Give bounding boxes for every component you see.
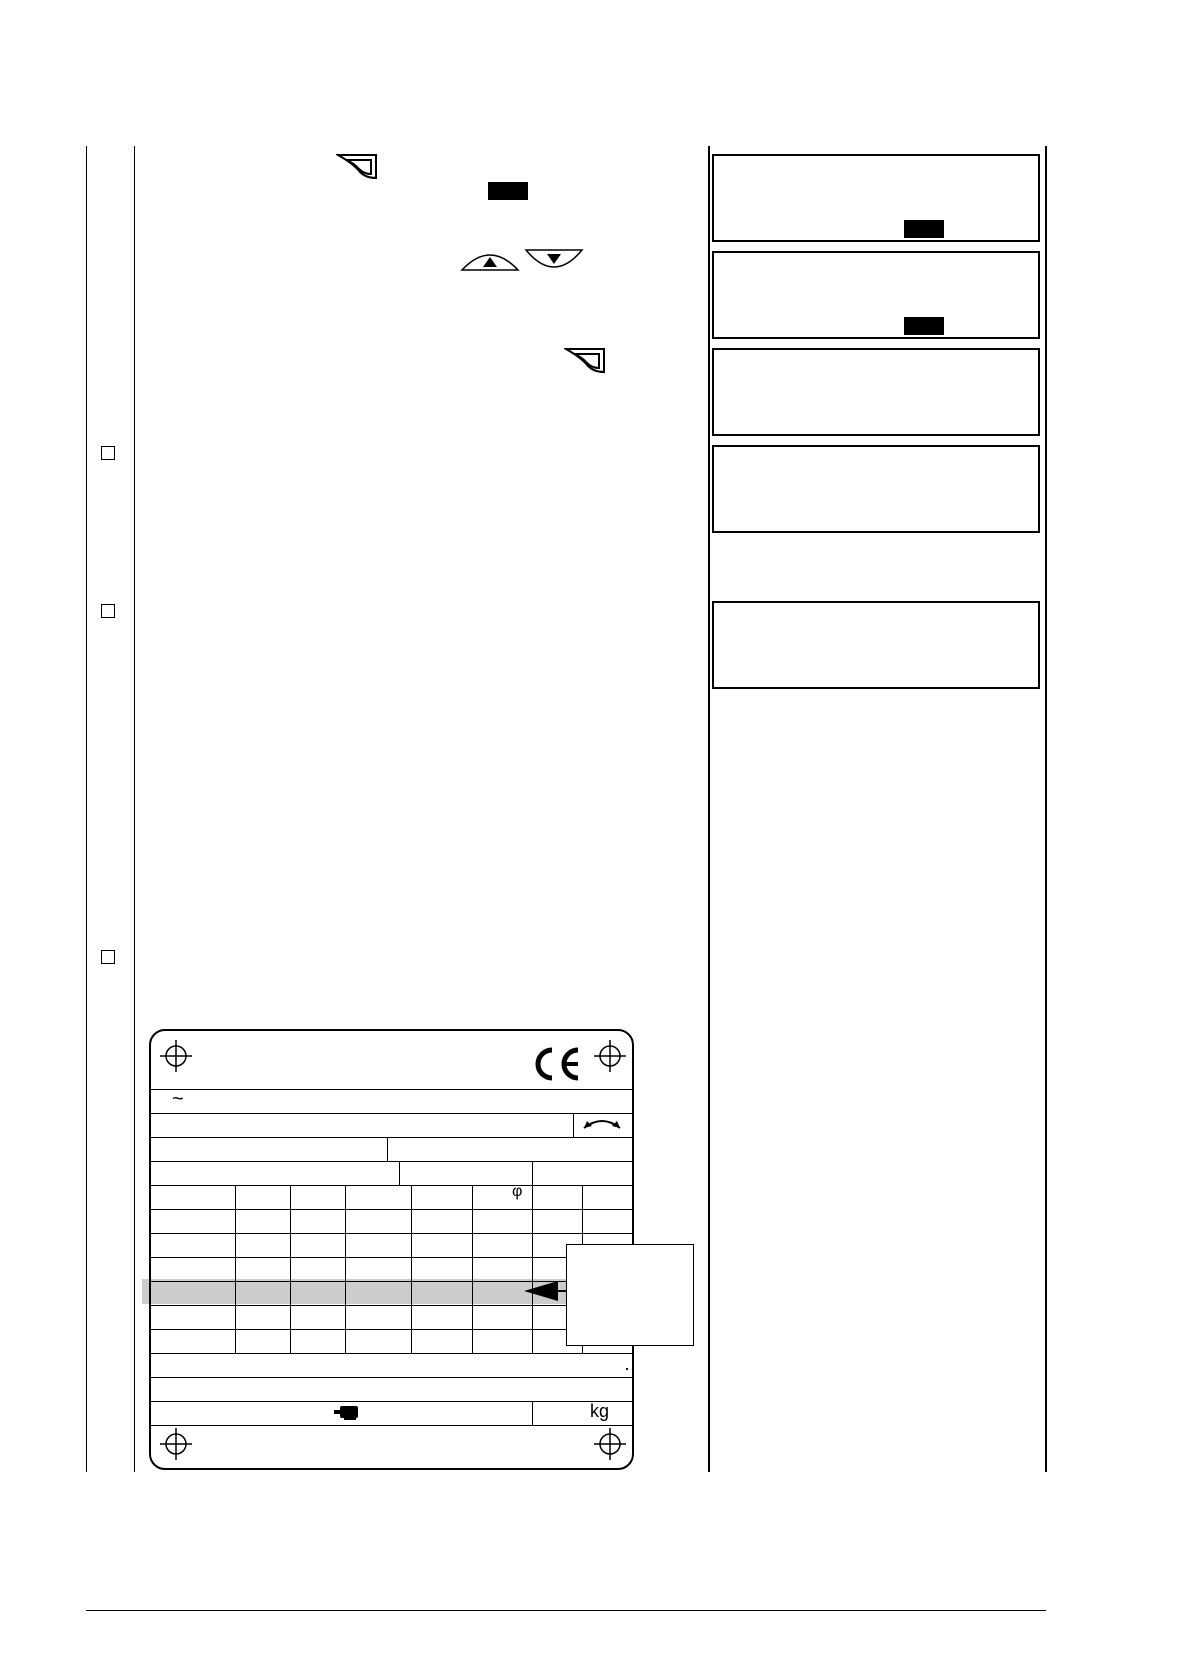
step-checkbox[interactable] xyxy=(101,604,115,618)
mounting-hole-icon xyxy=(158,1038,194,1074)
plate-column-divider xyxy=(532,1185,533,1353)
highlight-tag xyxy=(904,317,944,335)
plate-divider xyxy=(151,1353,632,1354)
plate-divider xyxy=(151,1329,632,1330)
plate-column-divider xyxy=(290,1185,291,1353)
plate-cell-divider xyxy=(532,1401,533,1425)
plate-mark xyxy=(626,1368,628,1370)
rotation-direction-icon xyxy=(580,1114,624,1134)
plate-divider xyxy=(151,1377,632,1378)
left-margin-line xyxy=(86,146,87,1472)
motor-icon xyxy=(334,1404,362,1420)
plate-divider xyxy=(151,1113,632,1114)
mounting-hole-icon xyxy=(592,1426,628,1462)
instruction-column-line xyxy=(134,146,135,1472)
ce-mark-icon xyxy=(532,1046,584,1082)
step-checkbox[interactable] xyxy=(101,446,115,460)
down-arrow-key-icon xyxy=(524,248,584,272)
mounting-hole-icon xyxy=(592,1038,628,1074)
plate-divider xyxy=(151,1257,632,1258)
plate-divider xyxy=(151,1209,632,1210)
highlight-tag xyxy=(904,220,944,238)
weight-unit-label: kg xyxy=(590,1401,610,1421)
footer-rule xyxy=(86,1610,1046,1611)
plate-cell-divider xyxy=(573,1113,574,1137)
plate-column-divider xyxy=(411,1185,412,1353)
plate-divider xyxy=(151,1185,632,1186)
rating-plate xyxy=(149,1029,634,1470)
display-panel-1 xyxy=(712,154,1040,242)
highlight-tag xyxy=(488,182,528,200)
enter-key-icon xyxy=(336,152,380,180)
plate-divider xyxy=(151,1161,632,1162)
cos-phi-symbol: φ xyxy=(512,1183,523,1200)
plate-cell-divider xyxy=(387,1137,388,1161)
up-arrow-key-icon xyxy=(460,248,520,272)
plate-cell-divider xyxy=(399,1161,400,1185)
display-panel-5 xyxy=(712,601,1040,689)
plate-divider xyxy=(151,1089,632,1090)
display-panel-2 xyxy=(712,251,1040,339)
display-panel-3 xyxy=(712,348,1040,436)
callout-box xyxy=(566,1244,694,1346)
display-column-left-line xyxy=(708,146,710,1472)
display-panel-4 xyxy=(712,445,1040,533)
ac-symbol: ~ xyxy=(172,1088,184,1110)
plate-column-divider xyxy=(472,1185,473,1353)
enter-key-icon xyxy=(564,346,608,374)
plate-divider xyxy=(151,1305,632,1306)
plate-column-divider xyxy=(235,1185,236,1353)
plate-divider xyxy=(151,1425,632,1426)
plate-divider xyxy=(151,1233,632,1234)
plate-column-divider xyxy=(345,1185,346,1353)
plate-divider xyxy=(151,1401,632,1402)
step-checkbox[interactable] xyxy=(101,950,115,964)
display-column-right-line xyxy=(1045,146,1047,1472)
plate-divider xyxy=(151,1137,632,1138)
plate-cell-divider xyxy=(532,1161,533,1185)
mounting-hole-icon xyxy=(158,1426,194,1462)
